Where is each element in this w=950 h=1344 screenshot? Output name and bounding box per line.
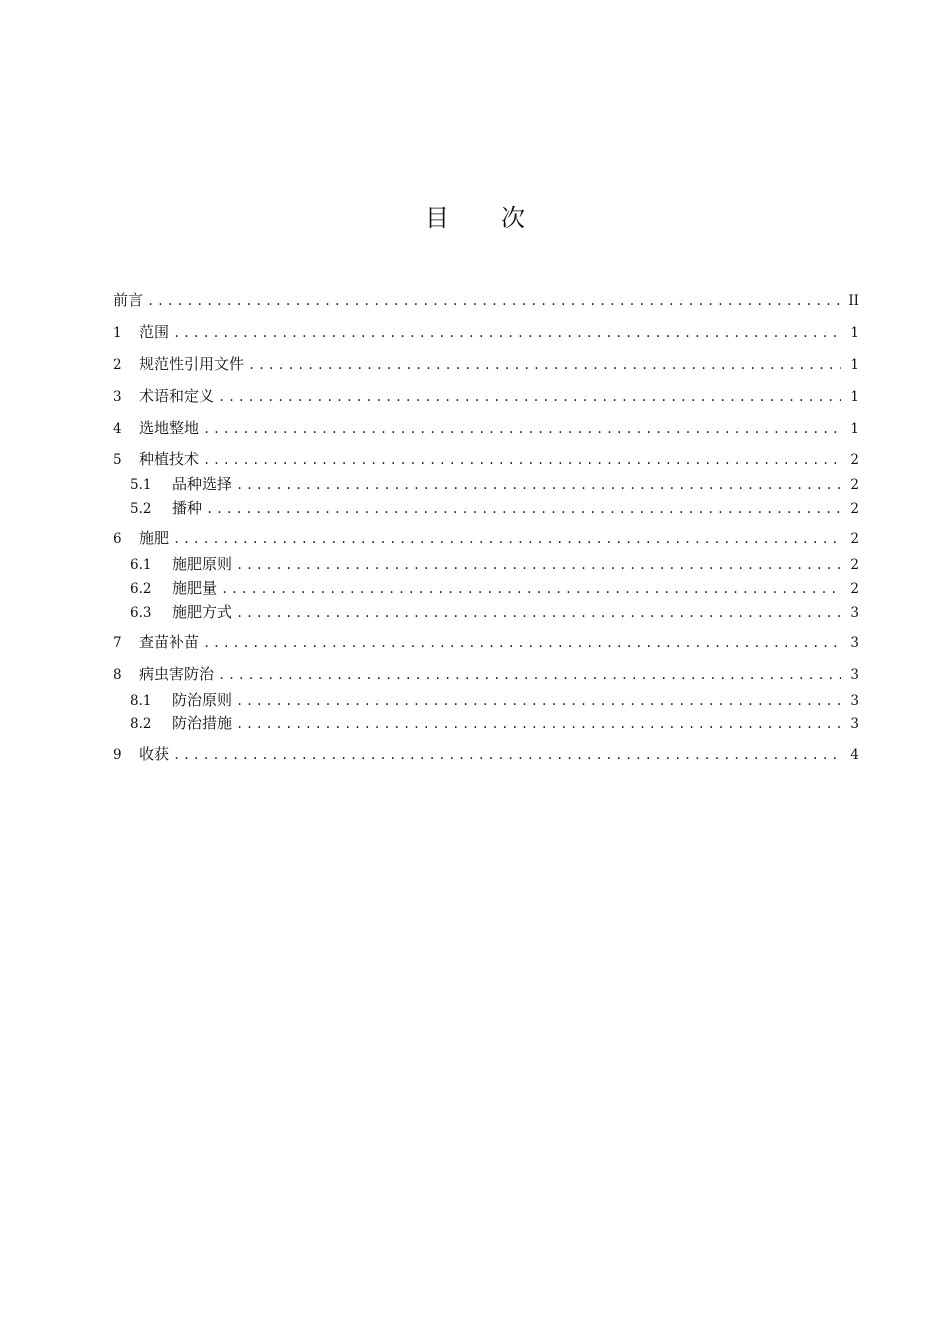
- toc-entry-label: 收获: [139, 745, 170, 763]
- toc-entry-number: 5.2: [130, 501, 152, 517]
- toc-entry-preface[interactable]: [113, 290, 859, 310]
- toc-entry-number: 5.1: [130, 477, 152, 493]
- toc-entry-3[interactable]: [113, 386, 859, 406]
- toc-leader-dots: [173, 529, 841, 549]
- toc-leader-dots: [206, 499, 841, 519]
- toc-entry-5-1[interactable]: [130, 474, 859, 494]
- toc-entry-5[interactable]: [113, 449, 859, 469]
- toc-page-number: 2: [850, 477, 859, 493]
- toc-entry-number: 8: [113, 667, 122, 683]
- toc-entry-number: 8.2: [130, 716, 152, 732]
- toc-entry-number: 6.2: [130, 581, 152, 597]
- toc-entry-label: 规范性引用文件: [139, 355, 245, 373]
- toc-entry-4[interactable]: [113, 418, 859, 438]
- toc-entry-8-1[interactable]: [130, 690, 859, 710]
- toc-entry-5-2[interactable]: [130, 498, 859, 518]
- toc-entry-label: 病虫害防治: [139, 665, 215, 683]
- toc-page-number: 3: [850, 635, 859, 651]
- toc-leader-dots: [203, 633, 841, 653]
- toc-entry-6-3[interactable]: [130, 602, 859, 622]
- toc-entry-label: 施肥原则: [172, 555, 233, 573]
- toc-leader-dots: [173, 323, 841, 343]
- toc-entry-6-1[interactable]: [130, 554, 859, 574]
- toc-entry-label: 种植技术: [139, 450, 200, 468]
- toc-entry-number: 2: [113, 357, 122, 373]
- toc-page-number: 1: [850, 325, 859, 341]
- toc-entry-number: 6: [113, 531, 122, 547]
- toc-entry-number: 5: [113, 452, 122, 468]
- toc-entry-7[interactable]: [113, 632, 859, 652]
- toc-page-number: 2: [850, 501, 859, 517]
- toc-entry-6-2[interactable]: [130, 578, 859, 598]
- toc-entry-8-2[interactable]: [130, 713, 859, 733]
- toc-leader-dots: [147, 291, 841, 311]
- toc-leader-dots: [236, 603, 841, 623]
- toc-page-number: 2: [850, 557, 859, 573]
- toc-entry-label: 选地整地: [139, 419, 200, 437]
- toc-leader-dots: [236, 555, 841, 575]
- toc-leader-dots: [218, 665, 841, 685]
- toc-leader-dots: [221, 579, 841, 599]
- toc-page-number: 2: [850, 452, 859, 468]
- toc-entry-number: 7: [113, 635, 122, 651]
- toc-page-number: 1: [850, 389, 859, 405]
- toc-entry-1[interactable]: [113, 322, 859, 342]
- toc-page-number: 3: [850, 693, 859, 709]
- toc-page-number: 2: [850, 531, 859, 547]
- toc-entry-number: 4: [113, 421, 122, 437]
- toc-page-number: 1: [850, 421, 859, 437]
- toc-entry-label: 播种: [172, 499, 203, 517]
- toc-leader-dots: [173, 745, 841, 765]
- toc-entry-label: 防治措施: [172, 714, 233, 732]
- toc-entry-2[interactable]: [113, 354, 859, 374]
- toc-leader-dots: [236, 691, 841, 711]
- toc-entry-number: 6.1: [130, 557, 152, 573]
- toc-page-number: 2: [850, 581, 859, 597]
- toc-entry-label: 范围: [139, 323, 170, 341]
- toc-entry-label: 术语和定义: [139, 387, 215, 405]
- toc-entry-label: 施肥: [139, 529, 170, 547]
- toc-entry-9[interactable]: [113, 744, 859, 764]
- toc-entry-label: 品种选择: [172, 475, 233, 493]
- toc-page-number: II: [848, 293, 859, 309]
- toc-entry-label: 施肥方式: [172, 603, 233, 621]
- toc-leader-dots: [218, 387, 841, 407]
- toc-leader-dots: [203, 450, 841, 470]
- toc-leader-dots: [236, 714, 841, 734]
- toc-entry-6[interactable]: [113, 528, 859, 548]
- title-char-2: 次: [501, 204, 525, 232]
- toc-leader-dots: [203, 419, 841, 439]
- toc-page-number: 3: [850, 667, 859, 683]
- toc-page-number: 4: [850, 747, 859, 763]
- toc-entry-number: 8.1: [130, 693, 152, 709]
- toc-entry-label: 施肥量: [172, 579, 218, 597]
- toc-entry-number: 1: [113, 325, 122, 341]
- toc-entry-number: 3: [113, 389, 122, 405]
- toc-entry-label: 前言: [113, 291, 144, 309]
- page-title: [0, 200, 950, 236]
- toc-leader-dots: [248, 355, 841, 375]
- toc-entry-number: 9: [113, 747, 122, 763]
- toc-page-number: 1: [850, 357, 859, 373]
- toc-entry-number: 6.3: [130, 605, 152, 621]
- toc-entry-label: 查苗补苗: [139, 633, 200, 651]
- toc-page-number: 3: [850, 716, 859, 732]
- toc-page-number: 3: [850, 605, 859, 621]
- toc-entry-8[interactable]: [113, 664, 859, 684]
- title-char-1: 目: [425, 204, 449, 232]
- toc-entry-label: 防治原则: [172, 691, 233, 709]
- toc-leader-dots: [236, 475, 841, 495]
